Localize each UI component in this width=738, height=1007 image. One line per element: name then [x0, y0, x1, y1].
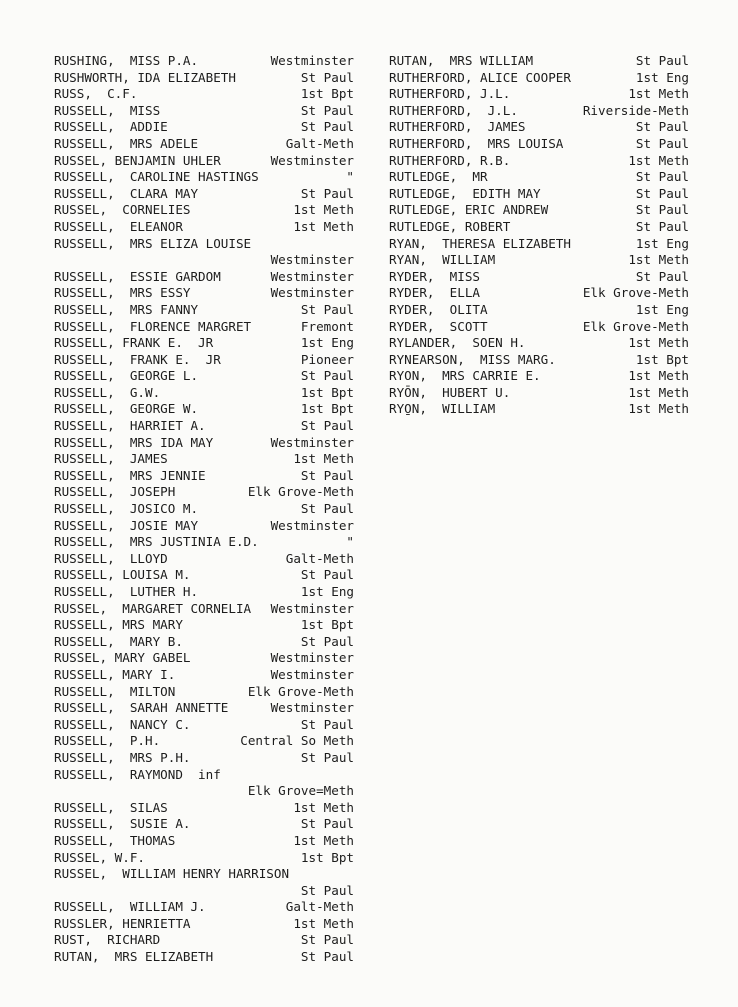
entry-name: RUSSEL, CORNELIES [54, 202, 191, 218]
directory-entry [54, 850, 354, 867]
entry-church: Westminster [270, 152, 354, 168]
entry-name: RUSSELL, MRS JUSTINIA E.D. [54, 534, 259, 550]
entry-name: RUSSELL, LLOYD [54, 550, 168, 566]
right-column [389, 53, 689, 418]
entry-name: RUTLEDGE, EDITH MAY [389, 185, 541, 201]
directory-entry [389, 219, 689, 236]
entry-name: RUSSEL, BENJAMIN UHLER [54, 152, 221, 168]
directory-entry [54, 202, 354, 219]
entry-church: St Paul [635, 119, 689, 135]
directory-entry [389, 119, 689, 136]
entry-name: RUSSELL, ELEANOR [54, 218, 183, 234]
entry-name: RUTHERFORD, J.L. [389, 86, 511, 102]
directory-entry [389, 169, 689, 186]
entry-name: RYLANDER, SOEN H. [389, 335, 526, 351]
entry-name: RUSSELL, CLARA MAY [54, 185, 199, 201]
directory-entry [54, 501, 354, 518]
directory-entry [54, 634, 354, 651]
entry-name: RUSSELL, MRS JENNIE [54, 467, 206, 483]
entry-church: St Paul [635, 202, 689, 218]
directory-entry [54, 435, 354, 452]
directory-entry [389, 269, 689, 286]
entry-name: RUSSELL, P.H. [54, 733, 161, 749]
directory-entry [54, 169, 354, 186]
directory-entry [54, 484, 354, 501]
entry-name: RUSSELL, JAMES [54, 451, 168, 467]
directory-entry [54, 650, 354, 667]
directory-entry [389, 335, 689, 352]
entry-name: RUSSELL, MRS P.H. [54, 749, 191, 765]
entry-church: " [346, 169, 354, 185]
entry-church: St Paul [300, 932, 354, 948]
entry-name: RUST, RICHARD [54, 932, 161, 948]
entry-name: RUSSELL, GEORGE L. [54, 368, 199, 384]
directory-entry [389, 352, 689, 369]
directory-entry [54, 750, 354, 767]
entry-church: 1st Meth [293, 799, 354, 815]
entry-name: RUTAN, MRS WILLIAM [389, 53, 534, 68]
directory-entry [54, 385, 354, 402]
entry-church: 1st Eng [635, 301, 689, 317]
entry-church: 1st Meth [628, 335, 689, 351]
entry-name: RUSSELL, CAROLINE HASTINGS [54, 169, 259, 185]
entry-name: RUSSEL, MARGARET CORNELIA [54, 600, 252, 616]
entry-church: Westminster [270, 600, 354, 616]
entry-name: RUSSELL, ADDIE [54, 119, 168, 135]
directory-entry [54, 518, 354, 535]
directory-entry [54, 833, 354, 850]
entry-name: RUSSELL, HARRIET A. [54, 418, 206, 434]
entry-church: " [346, 534, 354, 550]
entry-name: RUSSEL, WILLIAM HENRY HARRISON [54, 866, 290, 882]
entry-church: 1st Meth [293, 451, 354, 467]
entry-name: RUSSELL, MRS FANNY [54, 301, 199, 317]
directory-entry [54, 534, 354, 551]
directory-entry [54, 53, 354, 70]
directory-entry [54, 949, 354, 966]
directory-entry [54, 136, 354, 153]
entry-name: RUSSELL, JOSEPH [54, 484, 176, 500]
directory-entry [389, 401, 689, 418]
entry-name: RUTHERFORD, MRS LOUISA [389, 135, 564, 151]
entry-church: Central So Meth [240, 733, 354, 749]
directory-entry [389, 186, 689, 203]
directory-entry [54, 418, 354, 435]
entry-name: RUSSEL, W.F. [54, 849, 145, 865]
entry-church: St Paul [300, 882, 354, 898]
entry-church: Pioneer [300, 351, 354, 367]
directory-entry [389, 86, 689, 103]
entry-church: St Paul [635, 268, 689, 284]
directory-entry [54, 269, 354, 286]
entry-name: RUSSELL, G.W. [54, 384, 161, 400]
directory-entry [389, 236, 689, 253]
entry-name: RUSSELL, GEORGE W. [54, 401, 199, 417]
entry-name: RUTAN, MRS ELIZABETH [54, 949, 214, 965]
entry-church: St Paul [635, 185, 689, 201]
entry-name: RUSSELL, WILLIAM J. [54, 899, 206, 915]
entry-church: 1st Bpt [300, 849, 354, 865]
directory-entry [54, 319, 354, 336]
entry-church: 1st Bpt [300, 617, 354, 633]
entry-name: RUTHERFORD, R.B. [389, 152, 511, 168]
entry-name: RYON, MRS CARRIE E. [389, 368, 541, 384]
entry-name: RUSSELL, MRS ESSY [54, 285, 191, 301]
directory-entry [54, 584, 354, 601]
directory-entry [54, 236, 354, 269]
directory-entry [54, 468, 354, 485]
entry-church: 1st Meth [293, 832, 354, 848]
left-column [54, 53, 354, 966]
directory-entry [54, 684, 354, 701]
entry-name: RUSSLER, HENRIETTA [54, 915, 191, 931]
directory-entry [389, 103, 689, 120]
entry-church: Riverside-Meth [582, 102, 689, 118]
entry-church: Elk Grove-Meth [247, 484, 354, 500]
entry-name: RUSSELL, SARAH ANNETTE [54, 700, 229, 716]
entry-name: RYDER, ELLA [389, 285, 480, 301]
entry-name: RUTLEDGE, ROBERT [389, 218, 511, 234]
entry-church: St Paul [300, 949, 354, 965]
entry-church: Fremont [300, 318, 354, 334]
entry-church: Westminster [270, 700, 354, 716]
directory-entry [54, 567, 354, 584]
entry-name: RUSSELL, JOSICO M. [54, 501, 199, 517]
entry-church: 1st Meth [293, 218, 354, 234]
entry-name: RUSSELL, FRANK E. JR [54, 351, 221, 367]
entry-church: St Paul [300, 301, 354, 317]
entry-church: St Paul [300, 816, 354, 832]
entry-church: Galt-Meth [285, 135, 354, 151]
entry-name: RUSSELL, MISS [54, 102, 161, 118]
entry-name: RUSSELL, MRS IDA MAY [54, 434, 214, 450]
entry-name: RYŌN, HUBERT U. [389, 384, 511, 400]
entry-name: RUTLEDGE, ERIC ANDREW [389, 202, 549, 218]
directory-entry [389, 252, 689, 269]
entry-church: Elk Grove=Meth [247, 783, 354, 799]
entry-church: Westminster [270, 650, 354, 666]
entry-church: Westminster [270, 268, 354, 284]
directory-entry [54, 733, 354, 750]
entry-name: RUTHERFORD, ALICE COOPER [389, 69, 571, 85]
directory-entry [54, 352, 354, 369]
entry-church: St Paul [300, 368, 354, 384]
directory-entry [54, 186, 354, 203]
entry-church: Elk Grove-Meth [582, 285, 689, 301]
entry-church: Westminster [270, 666, 354, 682]
entry-name: RUSHING, MISS P.A. [54, 53, 199, 68]
entry-name: RUSHWORTH, IDA ELIZABETH [54, 69, 236, 85]
directory-entry [54, 667, 354, 684]
directory-entry [54, 932, 354, 949]
directory-entry [54, 86, 354, 103]
entry-church: St Paul [635, 135, 689, 151]
entry-name: RUTHERFORD, JAMES [389, 119, 526, 135]
entry-name: RUSSELL, LOUISA M. [54, 567, 191, 583]
directory-entry [54, 302, 354, 319]
entry-church: St Paul [635, 169, 689, 185]
entry-church: Westminster [270, 252, 354, 268]
directory-entry [54, 700, 354, 717]
entry-church: Westminster [270, 53, 354, 68]
entry-name: RUTHERFORD, J.L. [389, 102, 518, 118]
entry-church: 1st Eng [300, 584, 354, 599]
entry-church: Westminster [270, 517, 354, 533]
entry-church: St Paul [300, 119, 354, 135]
entry-church: St Paul [300, 467, 354, 483]
entry-church: St Paul [300, 501, 354, 517]
entry-name: RUSSELL, ESSIE GARDOM [54, 268, 221, 284]
directory-entry [54, 866, 354, 899]
entry-name: RUSSELL, MRS MARY [54, 617, 183, 633]
entry-name: RUSSELL, MRS ELIZA LOUISE [54, 235, 252, 251]
directory-entry [54, 601, 354, 618]
entry-church: 1st Meth [628, 401, 689, 417]
entry-church: 1st Meth [293, 202, 354, 218]
directory-entry [389, 70, 689, 87]
directory-entry [389, 202, 689, 219]
directory-entry [54, 335, 354, 352]
entry-church: St Paul [635, 218, 689, 234]
entry-name: RUSSELL, SILAS [54, 799, 168, 815]
entry-name: RUSSELL, NANCY C. [54, 716, 191, 732]
directory-entry [54, 800, 354, 817]
entry-name: RYNEARSON, MISS MARG. [389, 351, 556, 367]
directory-entry [54, 368, 354, 385]
directory-entry [54, 285, 354, 302]
entry-church: 1st Meth [628, 252, 689, 268]
entry-church: Westminster [270, 285, 354, 301]
entry-church: St Paul [300, 418, 354, 434]
entry-church: Elk Grove-Meth [247, 683, 354, 699]
entry-name: RUSSELL, THOMAS [54, 832, 176, 848]
entry-church: 1st Eng [635, 235, 689, 251]
entry-name: RUSSELL, SUSIE A. [54, 816, 191, 832]
entry-church: 1st Eng [300, 335, 354, 351]
entry-church: St Paul [300, 716, 354, 732]
entry-church: 1st Bpt [300, 86, 354, 102]
entry-name: RYDER, SCOTT [389, 318, 488, 334]
directory-entry [54, 219, 354, 236]
directory-entry [389, 319, 689, 336]
entry-church: 1st Bpt [635, 351, 689, 367]
directory-entry [54, 717, 354, 734]
directory-entry [389, 285, 689, 302]
directory-entry [54, 153, 354, 170]
entry-name: RYAN, WILLIAM [389, 252, 496, 268]
entry-church: St Paul [300, 102, 354, 118]
directory-entry [54, 551, 354, 568]
entry-church: 1st Meth [628, 368, 689, 384]
entry-church: St Paul [300, 69, 354, 85]
entry-church: Galt-Meth [285, 899, 354, 915]
directory-entry [54, 767, 354, 800]
directory-entry [54, 70, 354, 87]
entry-church: St Paul [300, 749, 354, 765]
entry-church: 1st Meth [628, 86, 689, 102]
entry-name: RUSSELL, MILTON [54, 683, 176, 699]
entry-church: Elk Grove-Meth [582, 318, 689, 334]
entry-name: RUSSELL, JOSIE MAY [54, 517, 199, 533]
entry-name: RYAN, THERESA ELIZABETH [389, 235, 571, 251]
entry-church: Westminster [270, 434, 354, 450]
entry-church: St Paul [300, 567, 354, 583]
directory-entry [54, 401, 354, 418]
entry-name: RUSSELL, MARY B. [54, 633, 183, 649]
entry-name: RUSSEL, MARY GABEL [54, 650, 191, 666]
entry-church: 1st Meth [628, 152, 689, 168]
directory-entry [389, 136, 689, 153]
directory-entry [54, 916, 354, 933]
directory-entry [54, 451, 354, 468]
directory-entry [389, 385, 689, 402]
entry-name: RYO̱N, WILLIAM [389, 401, 496, 417]
entry-church: 1st Bpt [300, 401, 354, 417]
entry-name: RUSSELL, FRANK E. JR [54, 335, 214, 351]
entry-name: RYDER, MISS [389, 268, 480, 284]
directory-entry [389, 368, 689, 385]
directory-entry [389, 153, 689, 170]
entry-name: RUSSELL, RAYMOND inf [54, 766, 221, 782]
entry-name: RUTLEDGE, MR [389, 169, 488, 185]
directory-entry [54, 816, 354, 833]
entry-church: Galt-Meth [285, 550, 354, 566]
entry-name: RUSSELL, MARY I. [54, 666, 176, 682]
entry-name: RUSSELL, FLORENCE MARGRET [54, 318, 252, 334]
directory-entry [54, 119, 354, 136]
entry-church: St Paul [300, 633, 354, 649]
entry-church: St Paul [635, 53, 689, 68]
entry-church: 1st Eng [635, 69, 689, 85]
entry-name: RYDER, OLITA [389, 301, 488, 317]
entry-church: 1st Meth [293, 915, 354, 931]
entry-church: St Paul [300, 185, 354, 201]
entry-church: 1st Bpt [300, 384, 354, 400]
entry-name: RUSS, C.F. [54, 86, 138, 102]
directory-entry [54, 617, 354, 634]
entry-church: 1st Meth [628, 384, 689, 400]
directory-entry [389, 302, 689, 319]
directory-entry [54, 899, 354, 916]
directory-entry [389, 53, 689, 70]
entry-name: RUSSELL, LUTHER H. [54, 584, 199, 599]
directory-entry [54, 103, 354, 120]
entry-name: RUSSELL, MRS ADELE [54, 135, 199, 151]
